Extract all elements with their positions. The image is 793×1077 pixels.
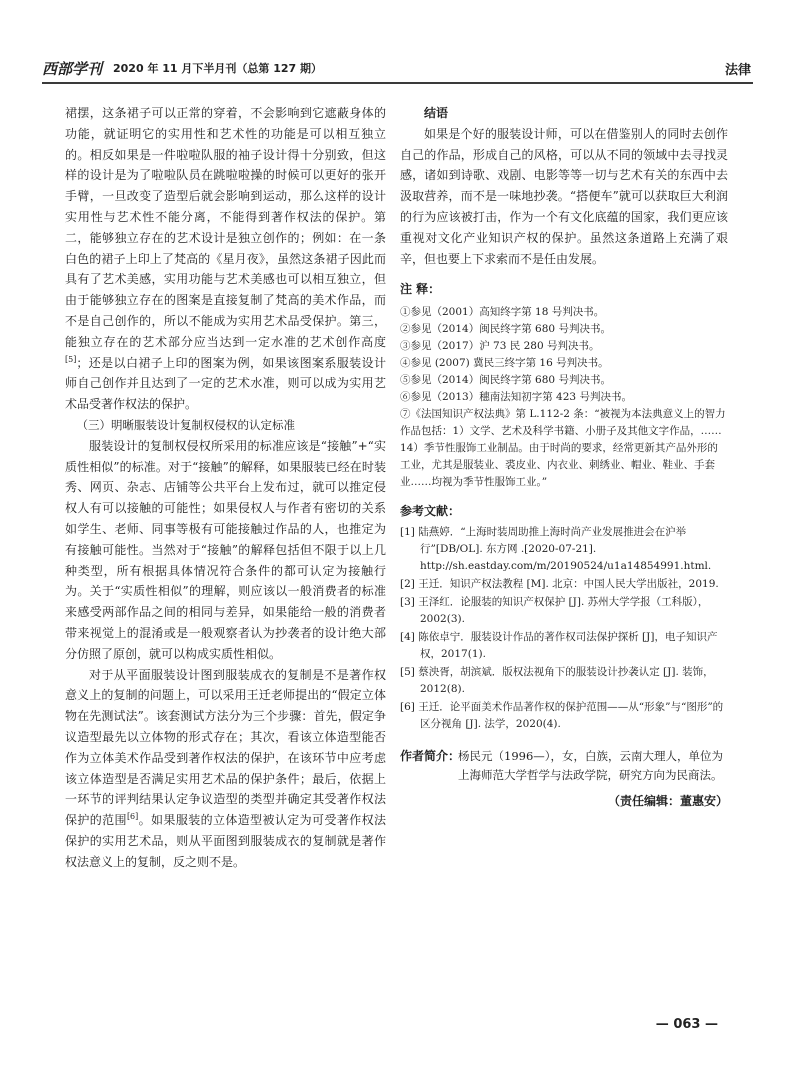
references-heading: 参考文献： (400, 504, 461, 519)
section-title: 法律 (724, 63, 751, 78)
note-item: ④参见 (2007) 冀民三终字第 16 号判决书。 (400, 357, 609, 370)
note-item: ③参见（2017）沪 73 民 280 号判决书。 (400, 340, 600, 353)
right-column (400, 103, 728, 812)
reference-item: [3] 王泽红．论服装的知识产权保护 [J]. 苏州大学学报（工科版），2002(3). (400, 595, 709, 625)
author-bio (400, 747, 728, 785)
subsection-heading: （三）明晰服装设计复制权侵权的认定标准 (76, 417, 295, 432)
reference-item: [4] 陈依卓宁．服装设计作品的著作权司法保护探析 [J]，电子知识产权，2017(1). (400, 630, 718, 660)
issue-info: 2020 年 11 月下半月刊（总第 127 期） (113, 62, 323, 75)
note-item: ②参见（2014）闽民终字第 680 号判决书。 (400, 323, 611, 336)
references-list (400, 524, 728, 733)
conclusion-heading: 结语 (424, 106, 449, 120)
notes-list (400, 304, 728, 491)
note-item: ⑥参见（2013）穗南法知初字第 423 号判决书。 (400, 391, 632, 404)
paragraph: 裙摆，这条裙子可以正常的穿着，不会影响到它遮蔽身体的功能，就证明它的实用性和艺术性的功能是可以相互独立的。相反如果是一件啦啦队服的袖子设计得十分别致，但这样的设计是为了啦啦队员在跳啦啦操的时候可以更好的张开手臂，一旦改变了造型后就会影响到运动，那么这样的设计实用性与艺术性不能分离，不能得到著作权法的保护。第二，能够独立存在的艺术设计是独立创作的；例如：在一条白色的裙子上印上了梵高的《星月夜》，虽然这条裙子因此而具有了艺术美感，实用功能与艺术美感也可以相互独立，但由于能够独立存在的图案是直接复制了梵高的美术作品，而不是自己创作的，所以不能成为实用艺术品受保护。第三，能独立存在的艺术部分应当达到一定水准的艺术创作高度[5]；还是以白裙子上印的图案为例，如果该图案系服装设计师自己创作并且达到了一定的艺术水准，则可以成为实用艺术品受著作权法的保护。 (65, 106, 386, 412)
reference-item: [1] 陆燕婷．“上海时装周助推上海时尚产业发展推进会在沪举行”[DB/OL]. 东方网 .[2020-07-21]. http://sh.eastday.com/m/20190524/u1a14854991.html. (400, 525, 712, 572)
notes-heading: 注 释： (400, 282, 441, 297)
left-column (65, 103, 386, 872)
editor-credit: （责任编辑：董惠安） (607, 793, 728, 808)
reference-item: [6] 王迁．论平面美术作品著作权的保护范围——从“形象”与“图形”的区分视角 [J]. 法学，2020(4). (400, 700, 724, 730)
note-item: ⑤参见（2014）闽民终字第 680 号判决书。 (400, 374, 611, 387)
journal-logo: 西部学刊 (42, 60, 103, 78)
paragraph: 对于从平面服装设计图到服装成衣的复制是不是著作权意义上的复制的问题上，可以采用王迁老师提出的“假定立体物在先测试法”。该套测试方法分为三个步骤：首先，假定争议造型最先以立体物的形式存在；其次，看该立体造型能否作为立体美术作品受到著作权法的保护，在该环节中应考虑该立体造型是否满足实用艺术品的保护条件；最后，依据上一环节的评判结果认定争议造型的类型并确定其受著作权法保护的范围[6]。如果服装的立体造型被认定为可受著作权法保护的实用艺术品，则从平面图到服装成衣的复制就是著作权法意义上的复制，反之则不是。 (65, 667, 386, 869)
page-header (42, 56, 753, 84)
author-text: 杨民元（1996—），女，白族，云南大理人，单位为上海师范大学哲学与法政学院，研究方向为民商法。 (458, 748, 724, 782)
note-item: ⑦《法国知识产权法典》第 L.112-2 条：“被视为本法典意义上的智力作品包括：1）文学、艺术及科学书籍、小册子及其他文字作品，……14）季节性服饰工业制品。由于时尚的要求，经常更新其产品外形的工业，尤其是服装业、裘皮业、内衣业、刺绣业、帽业、鞋业、手套业……均视为季节性服饰工业。” (400, 408, 726, 489)
paragraph: 如果是个好的服装设计师，可以在借鉴别人的同时去创作自己的作品，形成自己的风格，可以从不同的领域中去寻找灵感，诸如到诗歌、戏剧、电影等等一切与艺术有关的东西中去汲取营养，而不是一味地抄袭。“搭便车”就可以获取巨大利润的行为应该被打击，作为一个有文化底蕴的国家，我们更应该重视对文化产业知识产权的保护。虽然这条道路上充满了艰辛，但也要上下求索而不是任由发展。 (400, 126, 728, 266)
reference-item: [5] 蔡泱胥，胡滨斌．版权法视角下的服装设计抄袭认定 [J]. 装饰，2012(8). (400, 665, 714, 695)
paragraph: 服装设计的复制权侵权所采用的标准应该是“接触”+“实质性相似”的标准。对于“接触”的解释，如果服装已经在时装秀、网页、杂志、店铺等公共平台上发布过，就可以推定侵权人有可以接触的可能性；如果侵权人与作者有密切的关系如学生、老师、同事等极有可能接触过作品的人，也推定为有接触可能性。当然对于“接触”的解释包括但不限于以上几种类型，所有根据具体情况符合条件的都可认定为接触行为。关于“实质性相似”的理解，则应该以一般消费者的标准来感受两部作品之间的相同与差异，如果能给一般的消费者带来视觉上的混淆或是一般观察者认为抄袭者的设计绝大部分仿照了原创，就可以构成实质性相似。 (65, 438, 386, 661)
page-number: — 063 — (655, 1017, 718, 1032)
reference-item: [2] 王迁．知识产权法教程 [M]. 北京：中国人民大学出版社，2019. (400, 577, 719, 590)
citation[interactable]: [5] (65, 354, 77, 364)
citation[interactable]: [6] (126, 812, 139, 822)
author-label: 作者简介： (400, 748, 461, 763)
note-item: ①参见（2001）高知终字第 18 号判决书。 (400, 306, 605, 319)
